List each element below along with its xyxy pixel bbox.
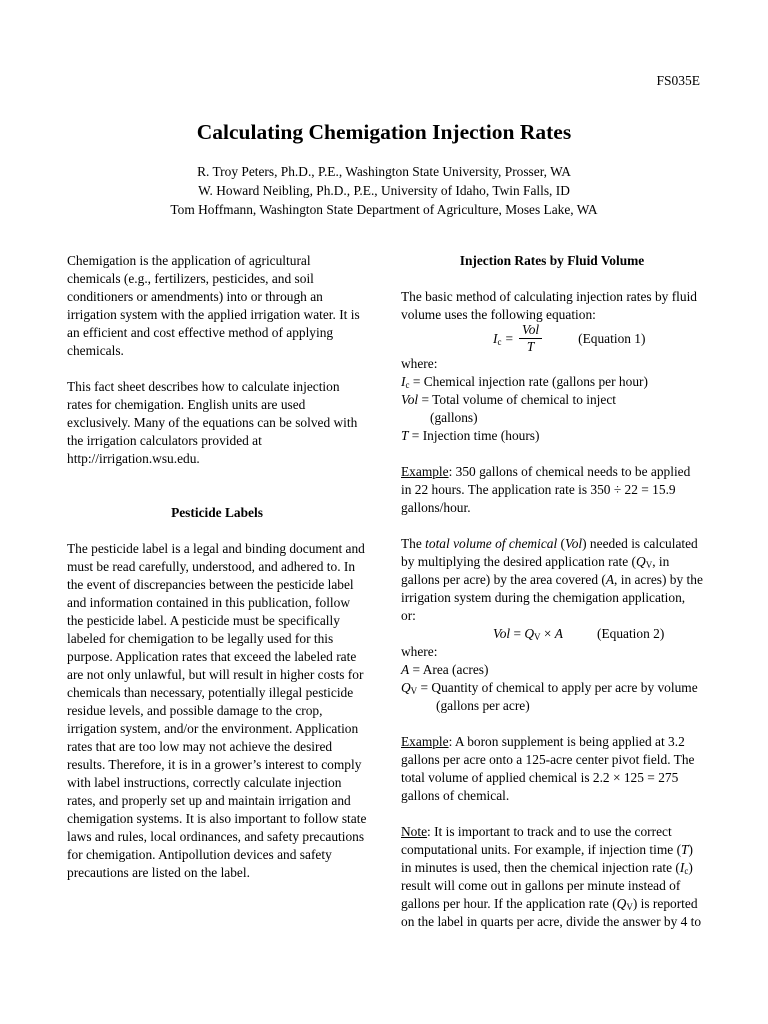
definition-vol: Vol = Total volume of chemical to inject (401, 392, 616, 407)
example-1: Example: 350 gallons of chemical needs to be applied in 22 hours. The application rate is 350 ÷ 22 = 15.9 gallons/hour. (401, 464, 691, 515)
definition-a: A = Area (acres) (401, 662, 489, 677)
document-title: Calculating Chemigation Injection Rates (196, 120, 572, 144)
eq1-label: (Equation 1) (578, 330, 646, 346)
pesticide-labels-paragraph: The pesticide label is a legal and binding document and must be read carefully, understood, and adhered to. In the event of discrepancies between the pesticide label and information contained in this publication, follow the pesticide label. A pesticide must be specifically labeled for chemigation to be legally used for this purpose. Application rates that exceed the labeled rate are not only unlawful, but will result in higher costs for chemicals than necessary, potentially illegal pesticide residue levels, and possible damage to the crop, irrigation system, and/or the environment. Application rates that are too low may not achieve the desired results. Therefore, it is in a grower’s interest to comply with label instructions, correctly calculate injection rates, and properly set up and maintain irrigation and chemigation systems. It is also important to follow state laws and rules, local ordinances, and safety precautions for chemigation. Antipollution devices and safety precautions are listed on the label. (67, 541, 367, 880)
definition-qv: $Q_V$ = Quantity of chemical to apply per acre by volume (gallons per acre) (401, 680, 698, 713)
where-label-2: where: (401, 644, 438, 659)
basic-method-paragraph: The basic method of calculating injection rates by fluid volume uses the following equation: (401, 289, 697, 322)
injection-rates-heading: Injection Rates by Fluid Volume (459, 253, 645, 268)
intro-paragraph: Chemigation is the application of agricultural chemicals (e.g., fertilizers, pesticides, and soil conditioners or amendments) into or through an irrigation system with the applied irrigation water. It is an efficient and cost effective method of applying chemicals. (67, 253, 360, 358)
eq2-label: (Equation 2) (596, 626, 665, 641)
author-line: R. Troy Peters, Ph.D., P.E., Washington State University, Prosser, WA (197, 164, 571, 179)
eq1-fraction (519, 322, 542, 355)
total-volume-paragraph: The total volume of chemical (Vol) needed is calculated by multiplying the desired application rate ($Q_V$, in gallons per acre) by the area covered (A, in acres) by the irrigation system during the chemigation application, or: (401, 536, 703, 623)
author-line: W. Howard Neibling, Ph.D., P.E., University of Idaho, Twin Falls, ID (198, 183, 570, 198)
eq2-a: A (554, 626, 563, 641)
eq2-lhs: Vol (493, 626, 511, 641)
author-line: Tom Hoffmann, Washington State Department of Agriculture, Moses Lake, WA (170, 202, 598, 217)
eq1-numerator: Vol (519, 322, 542, 339)
eq1-equals: = (505, 330, 514, 346)
definition-vol-continued: (gallons) (430, 410, 478, 425)
eq2-times: × (540, 626, 555, 641)
definition-ic: $I_c$ = Chemical injection rate (gallons per hour) (401, 374, 648, 390)
eq2-equals: = (510, 626, 525, 641)
right-column (401, 252, 703, 931)
note-paragraph: Note: It is important to track and to use the correct computational units. For example, if injection time (T) in minutes is used, then the chemical injection rate $(I_c)$ result will come out in gallons per minute instead of gallons per hour. If the application rate $(Q_V)$ is reported on the label in quarts per acre, divide the answer by 4 to (401, 824, 702, 929)
definition-t: T = Injection time (hours) (401, 428, 540, 443)
where-label: where: (401, 356, 438, 371)
author-list (0, 162, 768, 219)
equation-2 (401, 625, 703, 643)
left-column (67, 252, 367, 882)
example-2: Example: A boron supplement is being applied at 3.2 gallons per acre onto a 125-acre center pivot field. The total volume of applied chemical is 2.2 × 125 = 275 gallons of chemical. (401, 734, 695, 803)
eq2-q: $Q_V$ (524, 626, 541, 642)
equation-1 (401, 322, 703, 355)
eq1-lhs: $I_c$ (493, 330, 502, 347)
intro-paragraph-2: This fact sheet describes how to calculate injection rates for chemigation. English units are used exclusively. Many of the equations can be solved with the irrigation calculators provided at http://irrigation.wsu.edu. (67, 379, 358, 466)
eq1-denominator: T (526, 339, 535, 354)
document-code: FS035E (656, 73, 700, 88)
pesticide-labels-heading: Pesticide Labels (171, 505, 263, 520)
